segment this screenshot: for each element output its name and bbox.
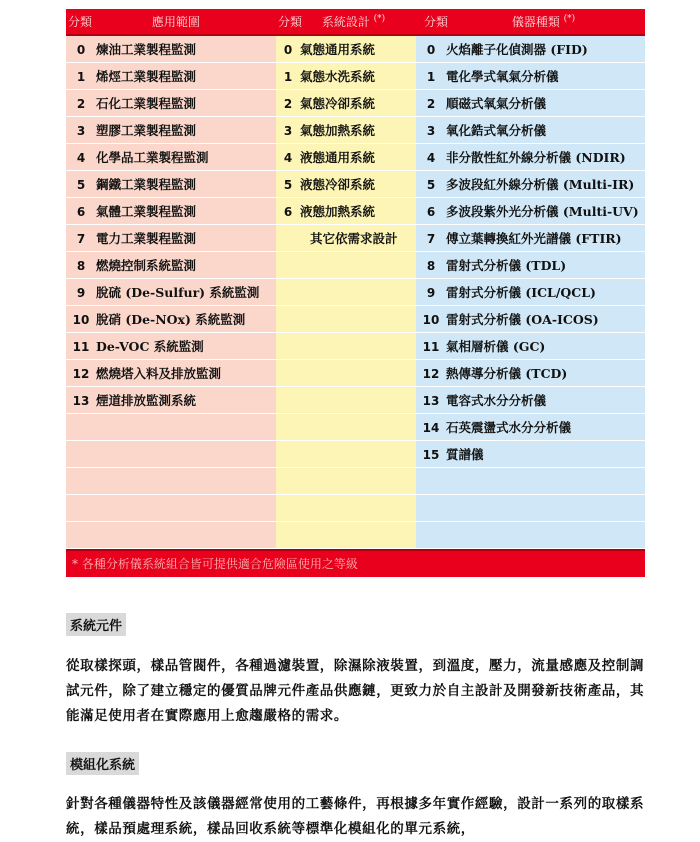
table-row [66,333,645,360]
ins-cell [416,495,645,522]
app-cell [66,117,276,144]
section-body-modular: 針對各種儀器特性及該儀器經常使用的工藝條件，再根據多年實作經驗，設計一系列的取樣系統，樣品預處理系統，樣品回收系統等標準化模組化的單元系統， [66,796,645,837]
sys-cell [276,117,416,144]
sys-text: 氣態水洗系統 [300,69,376,84]
sys-text: 氣態冷卻系統 [300,96,376,111]
sys-cell [276,387,416,414]
sys-cell [276,171,416,198]
app-code: 10 [72,313,90,327]
sys-cell [276,225,416,252]
table-row [66,171,645,198]
app-code: 3 [76,124,86,138]
sys-code: 6 [283,205,293,219]
sys-cell [276,441,416,468]
table-row [66,198,645,225]
ins-code: 12 [422,367,440,381]
sys-text: 液態冷卻系統 [300,177,376,192]
ins-code: 5 [426,178,436,192]
ins-text: 雷射式分析儀 (TDL) [446,258,567,273]
app-text: 脫硝 (De-NOx) 系統監測 [96,312,246,327]
sys-text: 氣態加熱系統 [300,123,376,138]
app-cell [66,360,276,387]
sys-cell [276,144,416,171]
section-title-components: 系統元件 [66,613,126,636]
app-code: 12 [72,367,90,381]
app-cell [66,90,276,117]
ins-cell [416,468,645,495]
sys-cell [276,35,416,63]
ins-text: 雷射式分析儀 (ICL/QCL) [446,285,596,300]
table-row [66,279,645,306]
app-text: 煙道排放監測系統 [96,393,197,408]
sys-text: 氣態通用系統 [300,42,376,57]
app-text: 鋼鐵工業製程監測 [96,177,197,192]
header-sys-mark: (*) [373,14,386,24]
sys-code: 2 [283,97,293,111]
ins-code: 1 [426,70,436,84]
table-row [66,522,645,549]
app-cell [66,333,276,360]
table-row [66,441,645,468]
ins-text: 多波段紅外線分析儀 (Multi-IR) [446,177,635,192]
ins-code: 4 [426,151,436,165]
ins-cell [416,522,645,549]
header-ins-mark: (*) [563,14,576,24]
ins-text: 非分散性紅外線分析儀 (NDIR) [446,150,626,165]
app-code: 4 [76,151,86,165]
app-code: 9 [76,286,86,300]
table-row [66,360,645,387]
app-cell [66,279,276,306]
table-row [66,468,645,495]
table-row [66,252,645,279]
sys-cell [276,522,416,549]
ins-code: 7 [426,232,436,246]
table-row [66,414,645,441]
ins-cell [416,441,645,468]
ins-cell [416,360,645,387]
header-app-code: 分類 [68,15,93,29]
header-sys-code: 分類 [278,15,303,29]
ins-cell [416,387,645,414]
header-system [276,9,416,35]
ins-text: 熱傳導分析儀 (TCD) [446,366,568,381]
ins-cell [416,198,645,225]
ins-cell [416,35,645,63]
sys-cell [276,360,416,387]
table-row [66,144,645,171]
ins-text: 順磁式氧氣分析儀 [446,96,547,111]
table-body [66,35,645,549]
ins-text: 傅立葉轉換紅外光譜儀 (FTIR) [446,231,622,246]
app-code: 8 [76,259,86,273]
section-title-modular: 模組化系統 [66,752,139,775]
sys-text: 其它依需求設計 [310,231,398,246]
table-row [66,35,645,63]
sys-cell [276,468,416,495]
table-row [66,495,645,522]
sys-cell [276,252,416,279]
table-row [66,117,645,144]
sys-cell [276,306,416,333]
app-text: De-VOC 系統監測 [96,339,204,354]
sys-text: 液態加熱系統 [300,204,376,219]
sys-code: 1 [283,70,293,84]
section-body-components: 從取樣探頭，樣品管閥件，各種過濾裝置，除濕除液裝置，到溫度，壓力，流量感應及控制調試元件，除了建立穩定的優質品牌元件產品供應鏈，更致力於自主設計及開發新技術產品，其能滿足使用者在實際應用上愈趨嚴格的需求。 [66,658,645,724]
ins-cell [416,333,645,360]
app-text: 化學品工業製程監測 [96,150,209,165]
app-code: 13 [72,394,90,408]
app-cell [66,225,276,252]
header-application [66,9,276,35]
app-cell [66,306,276,333]
sys-cell [276,495,416,522]
sys-cell [276,279,416,306]
sys-cell [276,198,416,225]
ins-text: 多波段紫外光分析儀 (Multi-UV) [446,204,639,219]
app-cell [66,144,276,171]
sys-code: 4 [283,151,293,165]
app-text: 煉油工業製程監測 [96,42,197,57]
sys-text: 液態通用系統 [300,150,376,165]
app-code: 5 [76,178,86,192]
app-text: 脫硫 (De-Sulfur) 系統監測 [96,285,260,300]
ins-cell [416,117,645,144]
ins-text: 電化學式氧氣分析儀 [446,69,559,84]
sys-cell [276,333,416,360]
ins-code: 8 [426,259,436,273]
app-cell [66,468,276,495]
app-text: 氣體工業製程監測 [96,204,197,219]
ins-text: 氧化鋯式氧分析儀 [446,123,547,138]
ins-cell [416,414,645,441]
app-code: 7 [76,232,86,246]
sys-code: 3 [283,124,293,138]
table-row [66,90,645,117]
classification-grid [66,9,645,549]
ins-cell [416,306,645,333]
app-cell [66,522,276,549]
sys-code: 5 [283,178,293,192]
ins-cell [416,90,645,117]
table-header-row [66,9,645,35]
table-row [66,387,645,414]
app-code: 0 [76,43,86,57]
ins-code: 10 [422,313,440,327]
ins-code: 9 [426,286,436,300]
app-text: 烯烴工業製程監測 [96,69,197,84]
table-row [66,306,645,333]
app-cell [66,171,276,198]
ins-text: 石英震盪式水分分析儀 [446,420,572,435]
header-ins-code: 分類 [424,15,449,29]
ins-code: 11 [422,340,440,354]
sys-cell [276,63,416,90]
ins-cell [416,225,645,252]
header-app-title: 應用範圍 [151,15,200,29]
ins-code: 3 [426,124,436,138]
sys-code: 0 [283,43,293,57]
classification-table [66,9,645,577]
app-code: 2 [76,97,86,111]
app-cell [66,63,276,90]
sys-cell [276,90,416,117]
app-cell [66,252,276,279]
ins-cell [416,63,645,90]
app-cell [66,198,276,225]
app-cell [66,387,276,414]
table-row [66,225,645,252]
table-row [66,63,645,90]
ins-code: 0 [426,43,436,57]
ins-code: 14 [422,421,440,435]
app-text: 石化工業製程監測 [96,96,197,111]
ins-code: 6 [426,205,436,219]
ins-text: 電容式水分分析儀 [446,393,547,408]
app-text: 塑膠工業製程監測 [96,123,197,138]
ins-cell [416,279,645,306]
ins-code: 2 [426,97,436,111]
app-cell [66,414,276,441]
header-instrument [416,9,645,35]
header-ins-title: 儀器種類 [511,15,560,29]
app-code: 6 [76,205,86,219]
ins-text: 質譜儀 [446,447,484,462]
ins-code: 15 [422,448,440,462]
table-footer-note: * 各種分析儀系統組合皆可提供適合危險區使用之等級 [66,549,645,577]
app-cell [66,441,276,468]
sys-cell [276,414,416,441]
app-cell [66,35,276,63]
ins-cell [416,171,645,198]
ins-code: 13 [422,394,440,408]
ins-cell [416,252,645,279]
app-text: 電力工業製程監測 [96,231,197,246]
ins-text: 氣相層析儀 (GC) [446,339,546,354]
ins-text: 火焰離子化偵測器 (FID) [446,42,588,57]
app-text: 燃燒塔入料及排放監測 [96,366,222,381]
app-code: 1 [76,70,86,84]
ins-text: 雷射式分析儀 (OA-ICOS) [446,312,599,327]
app-text: 燃燒控制系統監測 [96,258,197,273]
app-code: 11 [72,340,90,354]
header-sys-title: 系統設計 [321,15,370,29]
app-cell [66,495,276,522]
ins-cell [416,144,645,171]
